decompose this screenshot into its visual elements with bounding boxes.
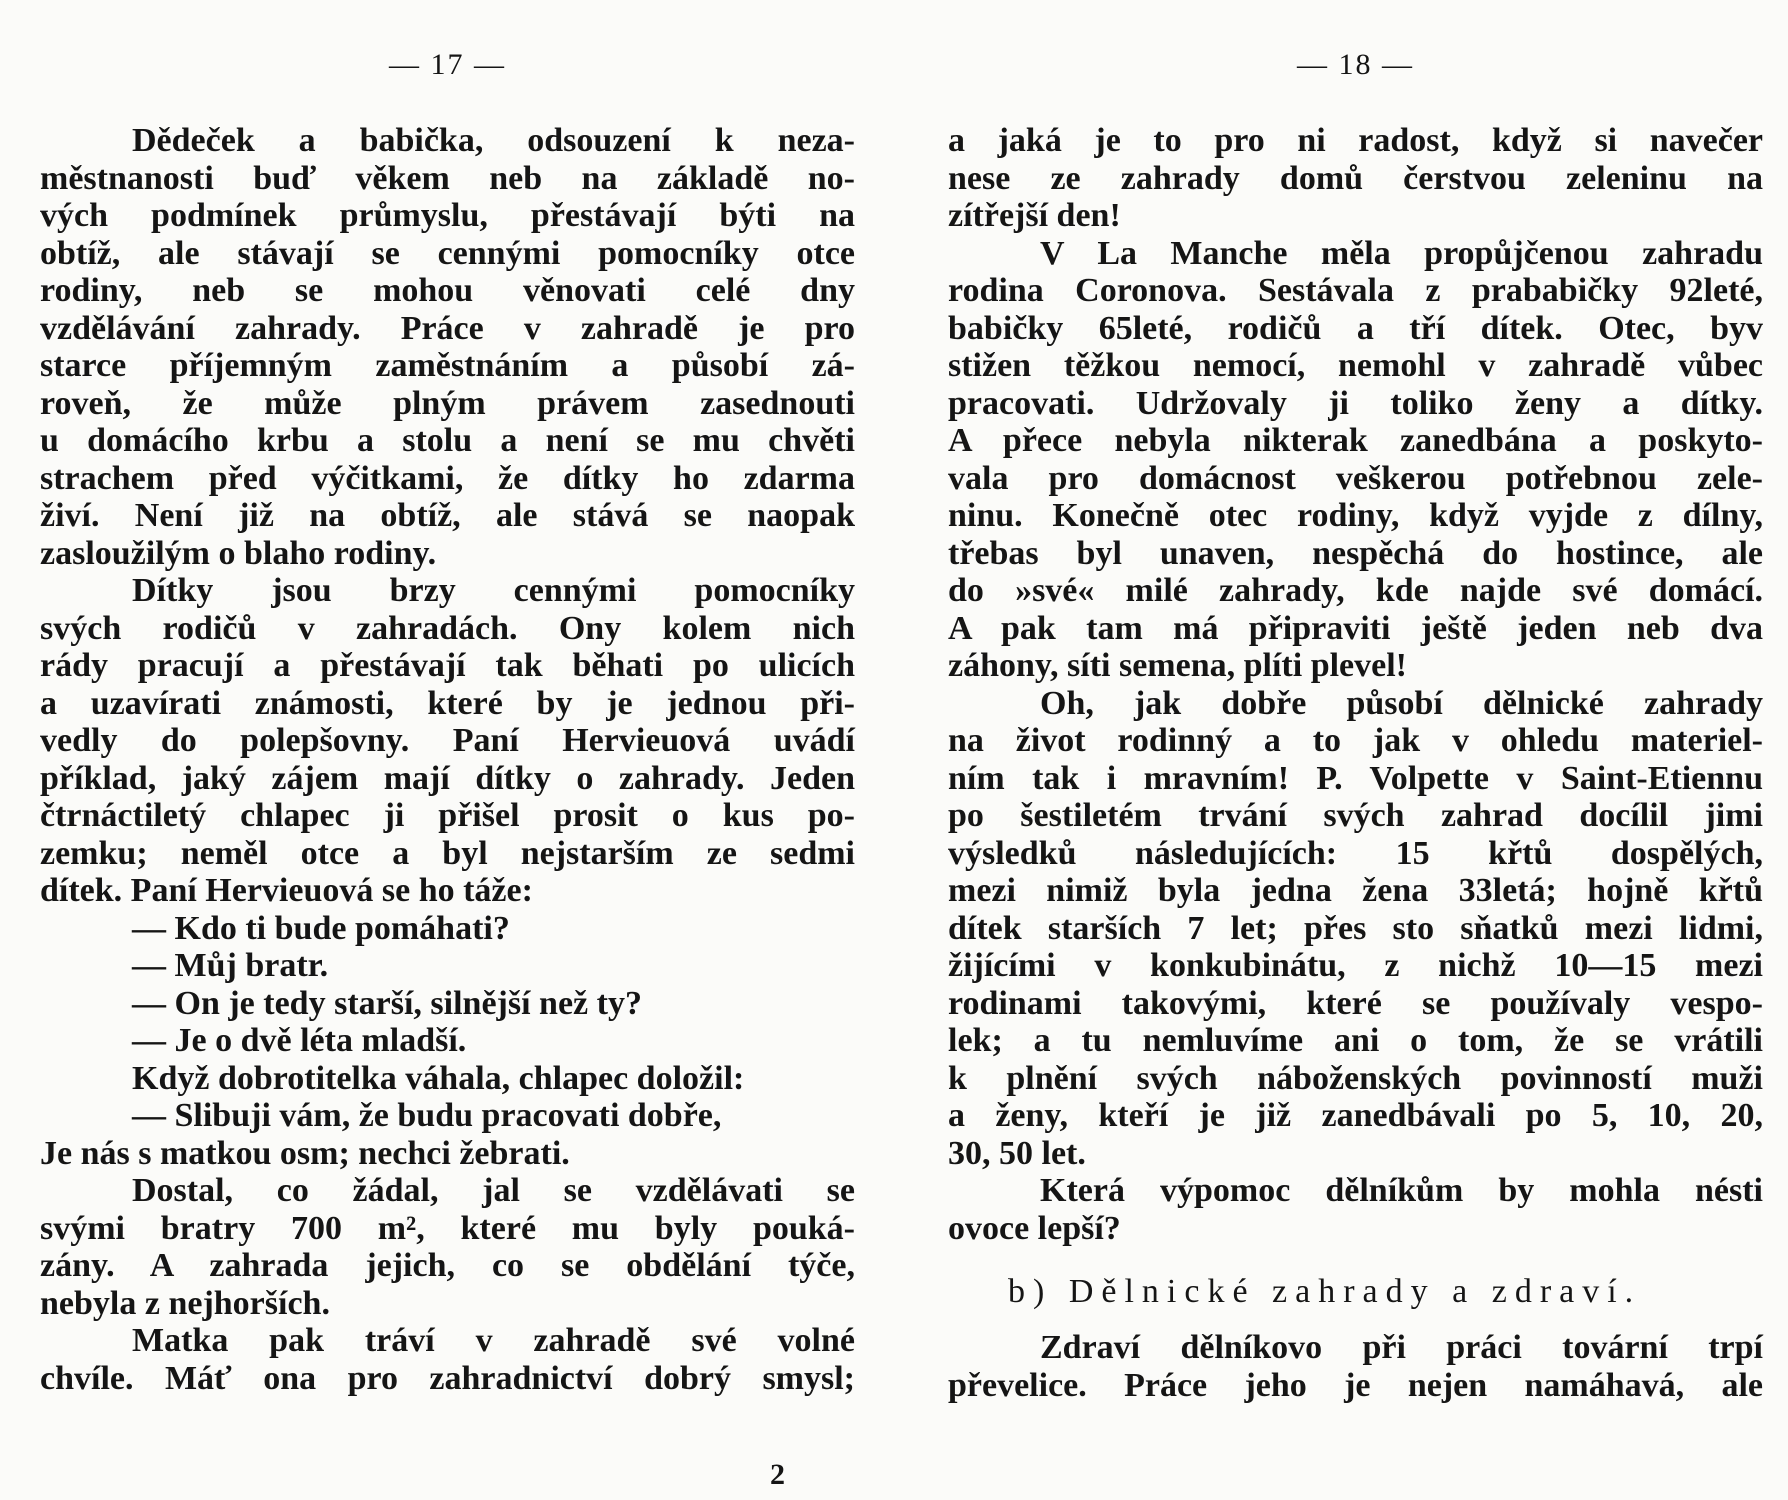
text-line: — Slibuji vám, že budu pracovati dobře, bbox=[132, 1097, 722, 1134]
text-line: rodiny, neb se mohou věnovati celé dny bbox=[40, 272, 855, 309]
text-line: vých podmínek průmyslu, přestávají býti na bbox=[40, 197, 855, 234]
text-line: Je nás s matkou osm; nechci žebrati. bbox=[40, 1134, 570, 1172]
text-line: Matka pak tráví v zahradě své volné bbox=[132, 1322, 855, 1359]
text-line: k plnění svých náboženských povinností muži bbox=[948, 1059, 1763, 1097]
text-line: městnanosti buď věkem neb na základě no- bbox=[40, 159, 855, 197]
text-line: Když dobrotitelka váhala, chlapec doložil: bbox=[132, 1059, 745, 1097]
text-line: — On je tedy starší, silnější než ty? bbox=[132, 984, 642, 1022]
text-line: mezi nimiž byla jedna žena 33letá; hojně křtů bbox=[948, 872, 1763, 909]
text-block bbox=[948, 1329, 1763, 1404]
text-line: babičky 65leté, rodičů a tří dítek. Otec, byv bbox=[948, 309, 1763, 347]
text-line: rodinami takovými, které se používaly vespo- bbox=[948, 984, 1763, 1022]
text-line: Dostal, co žádal, jal se vzdělávati se bbox=[132, 1172, 855, 1209]
text-line: vedly do polepšovny. Paní Hervieuová uvádí bbox=[40, 722, 855, 759]
text-line: vzdělávání zahrady. Práce v zahradě je pro bbox=[40, 309, 855, 347]
text-line: — Můj bratr. bbox=[132, 947, 329, 984]
text-line: u domácího krbu a stolu a není se mu chvěti bbox=[40, 422, 855, 459]
text-line: žijícími v konkubinátu, z nichž 10—15 mezi bbox=[948, 947, 1763, 984]
text-line: stižen těžkou nemocí, nemohl v zahradě vůbec bbox=[948, 347, 1763, 384]
text-line: a ženy, kteří je již zanedbávali po 5, 10, 20, bbox=[948, 1097, 1763, 1134]
text-line: V La Manche měla propůjčenou zahradu bbox=[1040, 234, 1763, 272]
text-line: zasloužilým o blaho rodiny. bbox=[40, 534, 437, 572]
text-line: Která výpomoc dělníkům by mohla nésti bbox=[1040, 1172, 1763, 1209]
text-line: ovoce lepší? bbox=[948, 1209, 1121, 1247]
text-line: čtrnáctiletý chlapec ji přišel prosit o kus po- bbox=[40, 797, 855, 834]
text-line: zítřejší den! bbox=[948, 197, 1121, 234]
text-line: Dítky jsou brzy cennými pomocníky bbox=[132, 572, 855, 609]
text-line: dítek starších 7 let; přes sto sňatků mezi lidmi, bbox=[948, 909, 1763, 947]
left-page bbox=[40, 0, 855, 1500]
text-line: ninu. Konečně otec rodiny, když vyjde z dílny, bbox=[948, 497, 1763, 534]
text-block bbox=[948, 122, 1763, 1247]
text-line: ním tak i mravním! P. Volpette v Saint-Etiennu bbox=[948, 759, 1763, 797]
text-line: 30, 50 let. bbox=[948, 1134, 1086, 1172]
text-line: živí. Není již na obtíž, ale stává se naopak bbox=[40, 497, 855, 534]
text-line: výsledků následujících: 15 křtů dospělých, bbox=[948, 834, 1763, 872]
text-line: do »své« milé zahrady, kde najde své domácí. bbox=[948, 572, 1763, 609]
text-line: vala pro domácnost veškerou potřebnou zele- bbox=[948, 459, 1763, 497]
text-line: a jaká je to pro ni radost, když si navečer bbox=[948, 122, 1763, 159]
text-line: zemku; neměl otce a byl nejstarším ze sedmi bbox=[40, 834, 855, 872]
page-number: — 17 — bbox=[389, 48, 506, 81]
text-line: svých rodičů v zahradách. Ony kolem nich bbox=[40, 609, 855, 647]
text-line: příklad, jaký zájem mají dítky o zahrady. Jeden bbox=[40, 759, 855, 797]
text-line: a uzavírati známosti, které by je jednou při- bbox=[40, 684, 855, 722]
text-line: rády pracují a přestávají tak běhati po ulicích bbox=[40, 647, 855, 684]
text-line: — Kdo ti bude pomáhati? bbox=[132, 909, 510, 947]
text-line: převelice. Práce jeho je nejen namáhavá, ale bbox=[948, 1366, 1763, 1404]
spacer bbox=[948, 1315, 1763, 1329]
text-line: roveň, že může plným právem zasednouti bbox=[40, 384, 855, 422]
text-line: Oh, jak dobře působí dělnické zahrady bbox=[1040, 684, 1763, 722]
text-line: Dědeček a babička, odsouzení k neza- bbox=[132, 122, 855, 159]
text-line: záhony, síti semena, plíti plevel! bbox=[948, 647, 1407, 684]
text-line: A přece nebyla nikterak zanedbána a poskyto- bbox=[948, 422, 1763, 459]
text-line: chvíle. Máť ona pro zahradnictví dobrý smysl; bbox=[40, 1359, 855, 1397]
text-line: svými bratry 700 m², které mu byly pouká- bbox=[40, 1209, 855, 1247]
text-line: nebyla z nejhorších. bbox=[40, 1284, 330, 1322]
text-line: dítek. Paní Hervieuová se ho táže: bbox=[40, 872, 533, 909]
text-line: nese ze zahrady domů čerstvou zeleninu na bbox=[948, 159, 1763, 197]
right-page bbox=[948, 0, 1763, 1500]
text-line: obtíž, ale stávají se cennými pomocníky otce bbox=[40, 234, 855, 272]
text-line: na život rodinný a to jak v ohledu materiel- bbox=[948, 722, 1763, 759]
page-body bbox=[948, 122, 1763, 1404]
text-line: A pak tam má připraviti ještě jeden neb dva bbox=[948, 609, 1763, 647]
text-line: rodina Coronova. Sestávala z prababičky 92leté, bbox=[948, 272, 1763, 309]
text-line: lek; a tu nemluvíme ani o tom, že se vrátili bbox=[948, 1022, 1763, 1059]
page-body bbox=[40, 122, 855, 1397]
text-line: pracovati. Udržovaly ji toliko ženy a dítky. bbox=[948, 384, 1763, 422]
text-line: třebas byl unaven, nespěchá do hostince, ale bbox=[948, 534, 1763, 572]
page-number: — 18 — bbox=[1297, 48, 1414, 81]
text-line: strachem před výčitkami, že dítky ho zdarma bbox=[40, 459, 855, 497]
text-line: — Je o dvě léta mladší. bbox=[132, 1022, 467, 1059]
section-heading: b) Dělnické zahrady a zdraví. bbox=[1008, 1273, 1642, 1310]
text-line: zány. A zahrada jejich, co se obdělání týče, bbox=[40, 1247, 855, 1284]
text-line: Zdraví dělníkovo při práci tovární trpí bbox=[1040, 1329, 1763, 1366]
text-line: po šestiletém trvání svých zahrad docílil jimi bbox=[948, 797, 1763, 834]
printer-signature-mark: 2 bbox=[770, 1458, 785, 1491]
text-line: starce příjemným zaměstnáním a působí zá- bbox=[40, 347, 855, 384]
